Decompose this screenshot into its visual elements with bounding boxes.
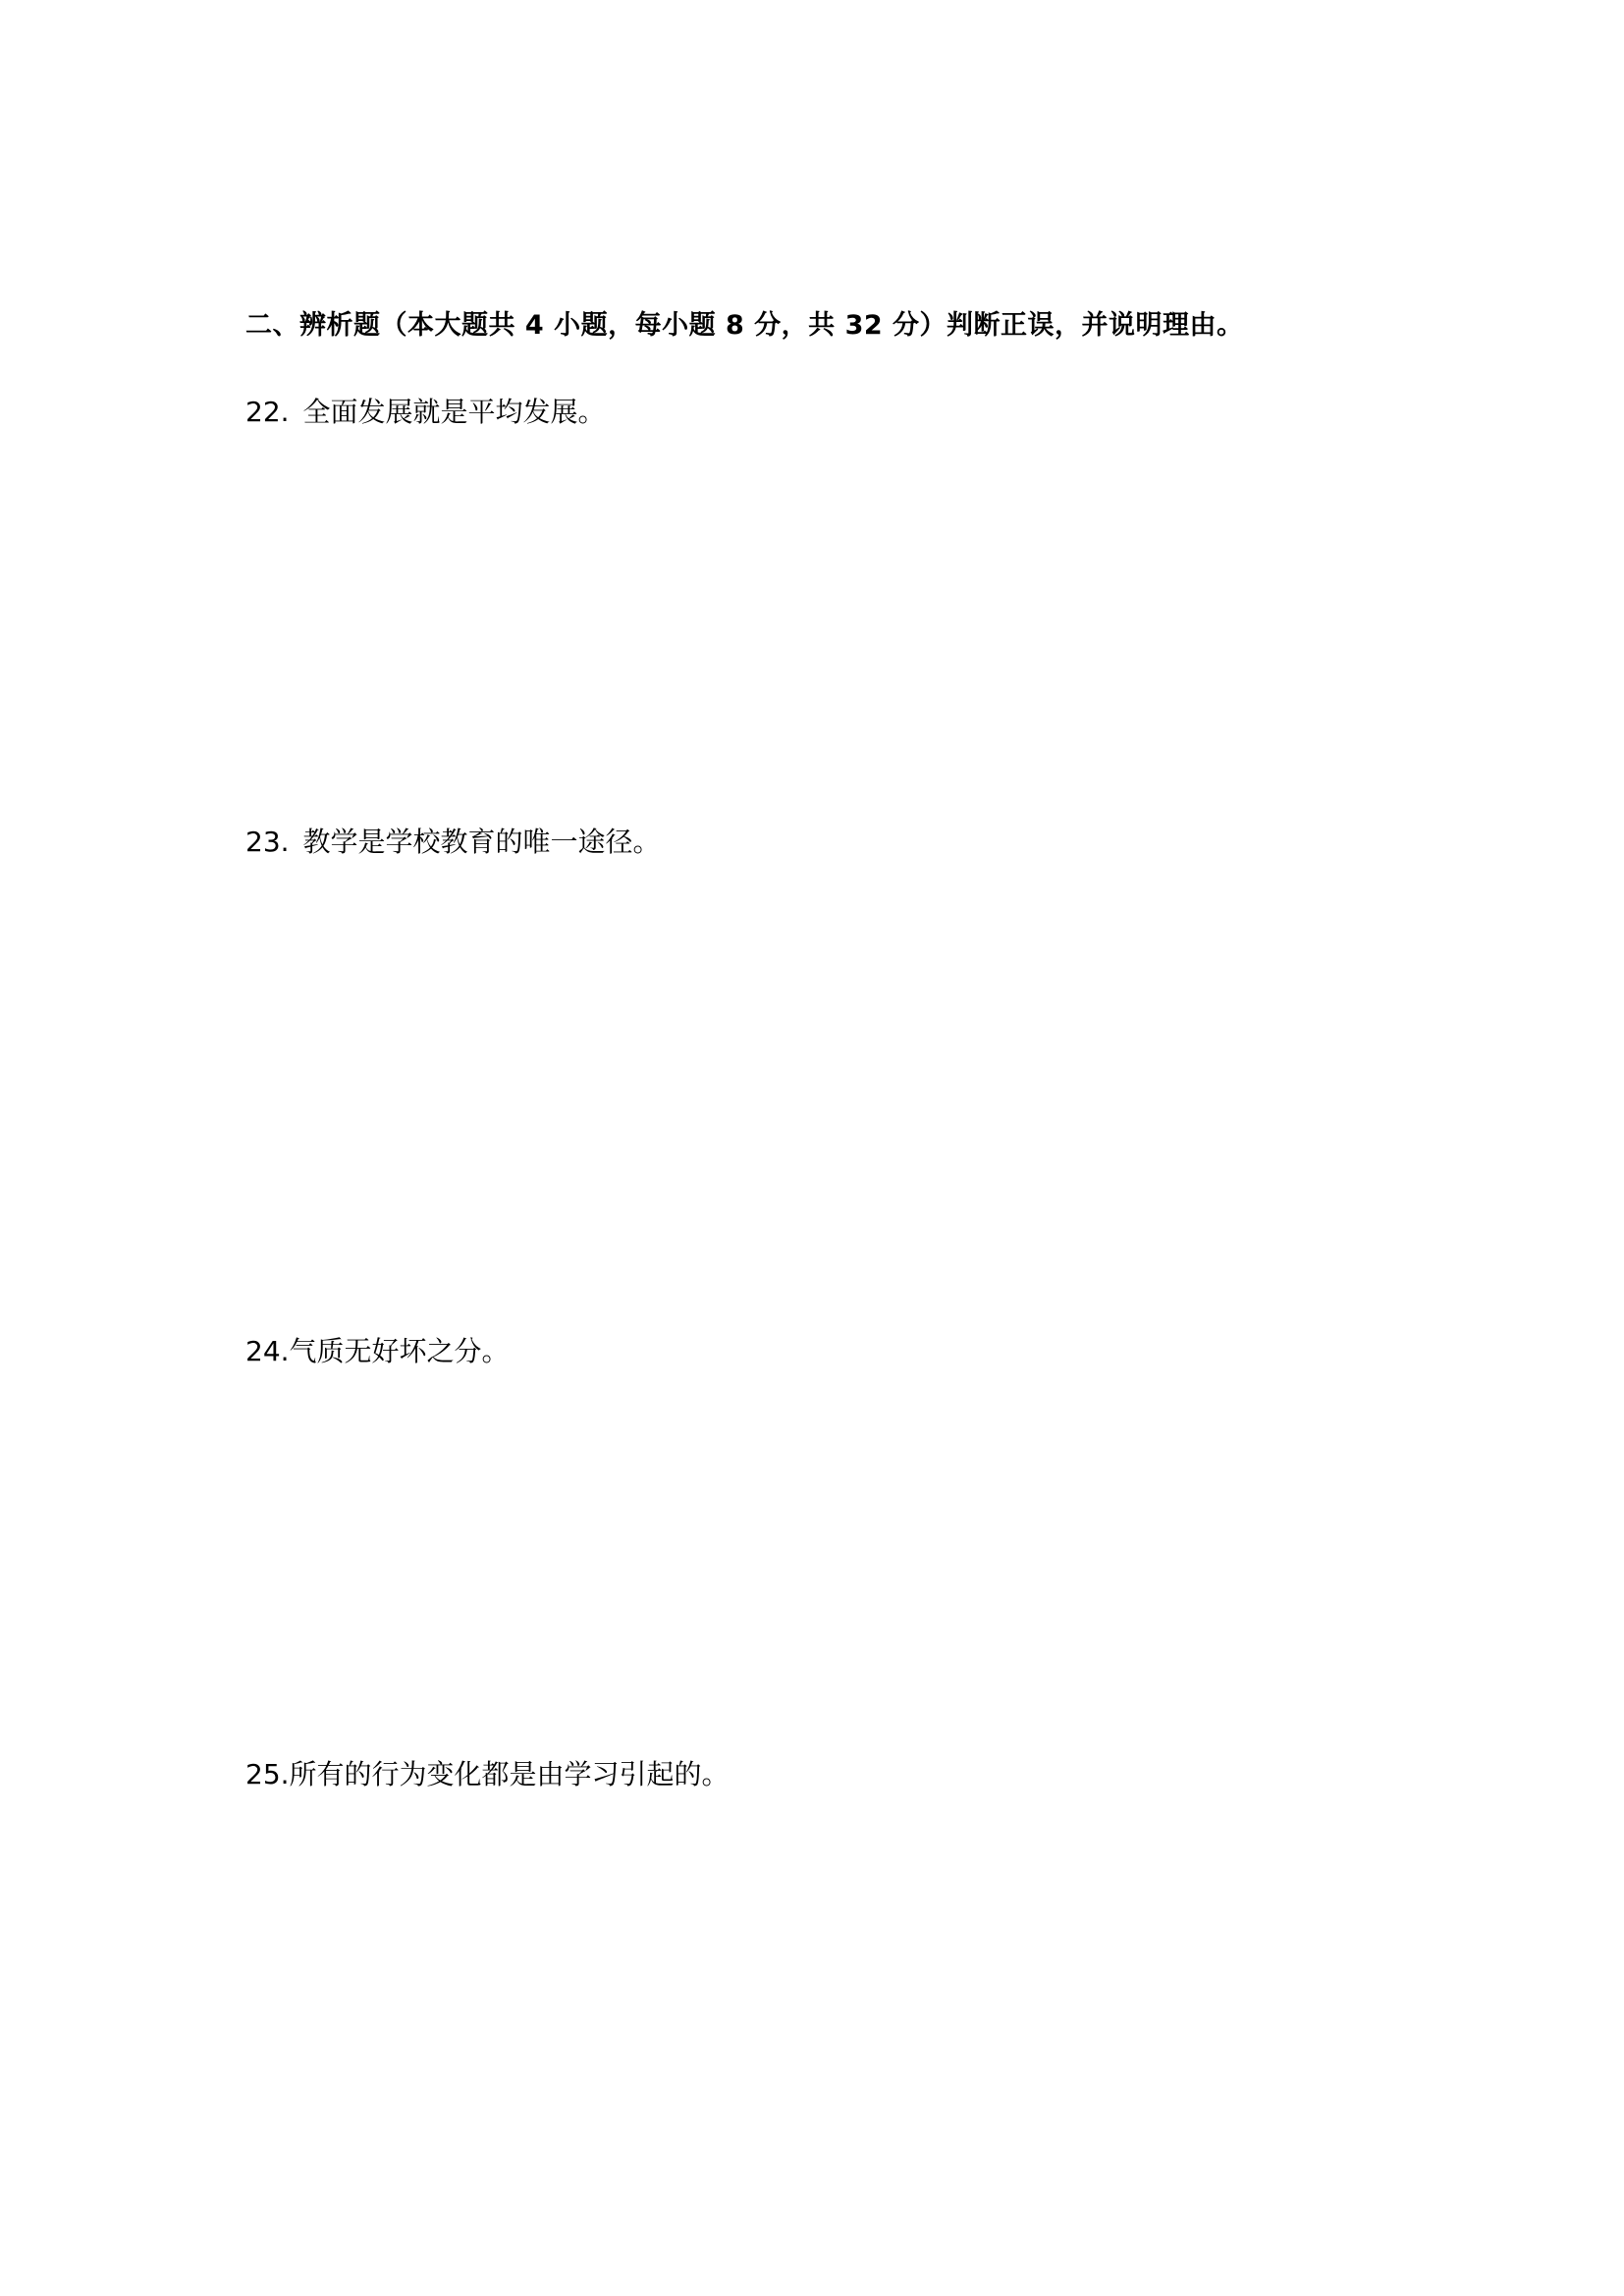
question-23 — [245, 823, 661, 862]
question-25 — [245, 1755, 730, 1794]
section-heading: 二、辨析题（本大题共 4 小题，每小题 8 分，共 32 分）判断正误，并说明理由。 — [245, 310, 1244, 341]
question-text: 教学是学校教育的唯一途径。 — [302, 826, 661, 858]
question-text: 全面发展就是平均发展。 — [302, 396, 606, 428]
question-number: 25. — [245, 1758, 290, 1790]
question-22 — [245, 393, 606, 432]
question-number: 22. — [245, 396, 290, 428]
question-text: 气质无好坏之分。 — [289, 1335, 510, 1367]
question-text: 所有的行为变化都是由学习引起的。 — [289, 1758, 730, 1790]
question-number: 23. — [245, 826, 290, 858]
question-24 — [245, 1332, 510, 1371]
question-number: 24. — [245, 1335, 290, 1367]
